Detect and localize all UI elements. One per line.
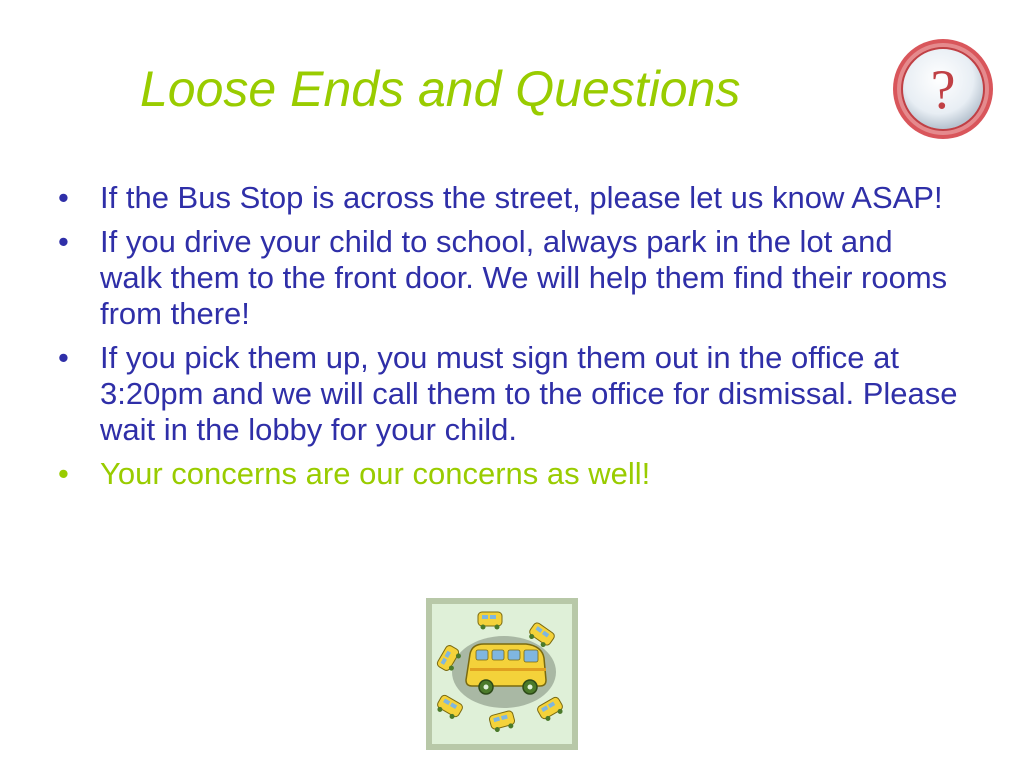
- bullet-text: Your concerns are our concerns as well!: [100, 456, 651, 491]
- bullet-text: If the Bus Stop is across the street, please let us know ASAP!: [100, 180, 943, 215]
- large-bus-icon: [466, 644, 546, 694]
- bullet-marker: •: [58, 224, 69, 259]
- bullet-text: If you pick them up, you must sign them out in the office at 3:20pm and we will call them to the office for dismissal. Please wait in the lobby for your child.: [100, 340, 958, 447]
- bullet-item: [58, 180, 958, 216]
- bullet-marker: •: [58, 180, 69, 215]
- bullet-marker: •: [58, 340, 69, 375]
- bullet-item: [58, 340, 958, 448]
- question-mark-icon: [890, 36, 996, 142]
- school-bus-illustration: [426, 598, 578, 750]
- slide-title: Loose Ends and Questions: [140, 61, 741, 117]
- bullet-marker: •: [58, 456, 69, 491]
- svg-text:?: ?: [930, 59, 956, 121]
- bullet-item: [58, 224, 958, 332]
- bullet-item-accent: [58, 456, 958, 492]
- bullet-list: [58, 180, 958, 500]
- bullet-text: If you drive your child to school, always park in the lot and walk them to the front door. We will help them find their rooms from there!: [100, 224, 948, 331]
